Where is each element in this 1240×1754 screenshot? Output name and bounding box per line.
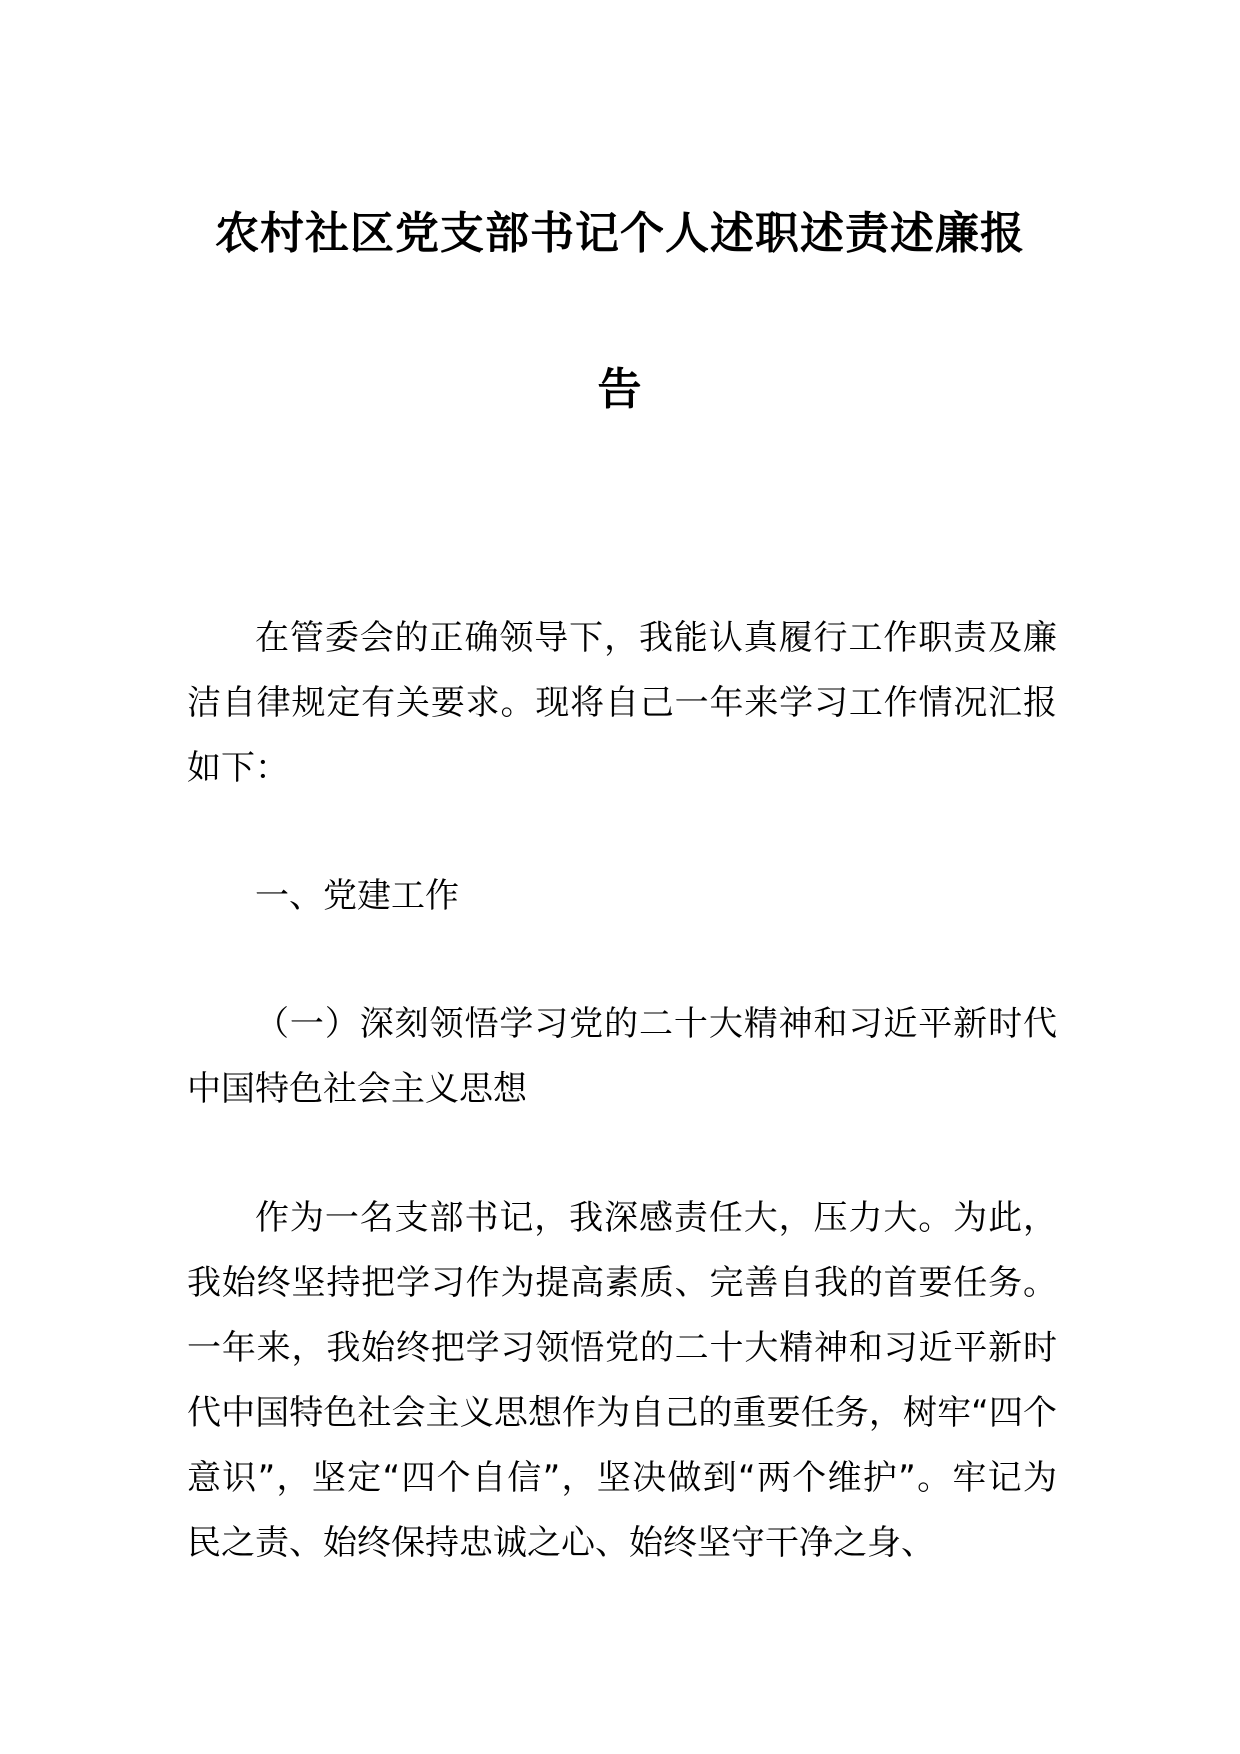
document-title-line-2: 告 [597, 364, 643, 415]
body-paragraph: 作为一名支部书记，我深感责任大，压力大。为此，我始终坚持把学习作为提高素质、完善自我的首要任务。一年来，我始终把学习领悟党的二十大精神和习近平新时代中国特色社会主义思想作为自己的重要任务，树牢“四个意识”，坚定“四个自信”，坚决做到“两个维护”。牢记为民之责、始终保持忠诚之心、始终坚守干净之身、 [187, 1198, 1057, 1563]
section-heading-party-building: 一、党建工作 [255, 876, 459, 916]
document-title-line-1: 农村社区党支部书记个人述职述责述廉报 [215, 208, 1025, 259]
intro-paragraph: 在管委会的正确领导下，我能认真履行工作职责及廉洁自律规定有关要求。现将自己一年来学习工作情况汇报如下： [187, 618, 1057, 788]
subsection-heading-study: （一）深刻领悟学习党的二十大精神和习近平新时代中国特色社会主义思想 [187, 1004, 1057, 1109]
